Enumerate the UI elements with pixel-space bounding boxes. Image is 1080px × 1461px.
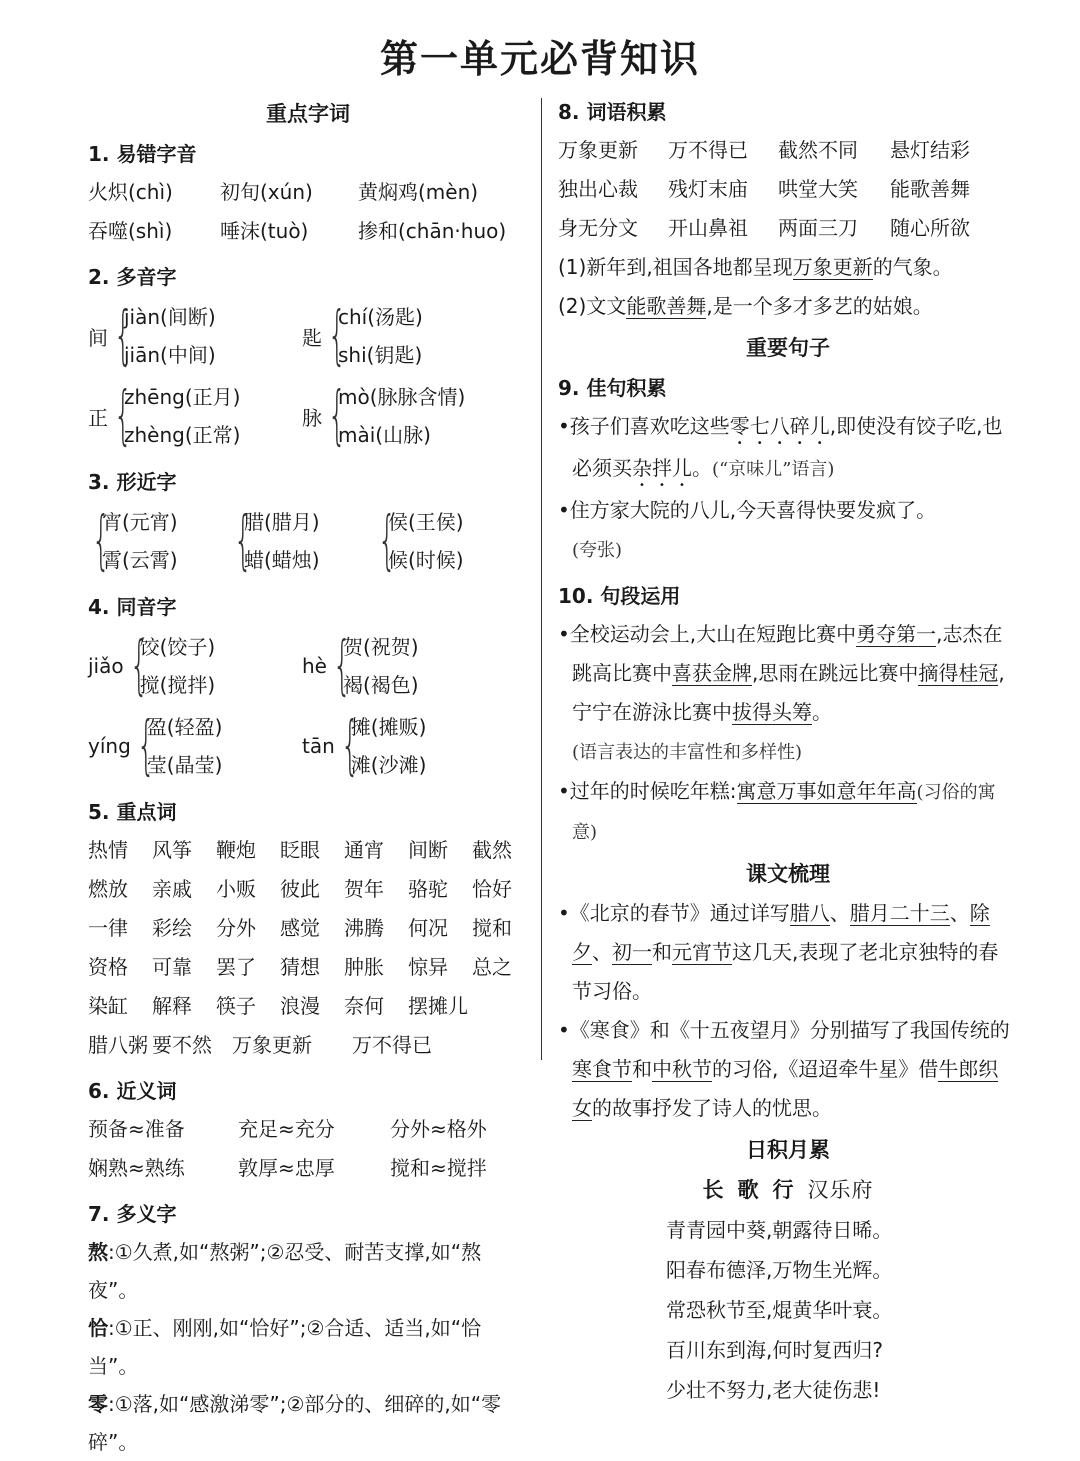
group-item: shi(钥匙) bbox=[338, 343, 423, 367]
key-word: 小贩 bbox=[216, 877, 256, 901]
key-words-row bbox=[88, 1026, 528, 1065]
key-word: 总之 bbox=[472, 955, 512, 979]
entry-text: :①落,如“感激涕零”;②部分的、细碎的,如“零碎”。 bbox=[88, 1392, 502, 1454]
key-word: 分外 bbox=[216, 916, 256, 940]
text: 的习俗,《迢迢牵牛星》借 bbox=[712, 1057, 939, 1081]
key-word: 通宵 bbox=[344, 838, 384, 862]
key-word: 猜想 bbox=[280, 955, 320, 979]
key-word: 万不得已 bbox=[352, 1033, 432, 1057]
key-word: 可靠 bbox=[152, 955, 192, 979]
group-item: mò(脉脉含情) bbox=[338, 385, 466, 409]
group-char: 脉 bbox=[302, 405, 322, 430]
group-item: 贺(祝贺) bbox=[342, 635, 419, 659]
key-word: 贺年 bbox=[344, 877, 384, 901]
text: 和 bbox=[652, 940, 672, 964]
sentence-item bbox=[558, 407, 1018, 491]
dotted-word: 杂拌儿 bbox=[632, 456, 692, 480]
group-char: 间 bbox=[88, 325, 108, 350]
underlined-phrase: 寒食节 bbox=[572, 1057, 632, 1081]
section-title-text-summary: 课文梳理 bbox=[746, 862, 830, 886]
brace-icon: { bbox=[129, 629, 148, 703]
text: ,是一个多才多艺的姑娘。 bbox=[706, 294, 933, 318]
summary-item bbox=[558, 894, 1018, 1011]
word-cell: 火炽(chì) bbox=[88, 180, 173, 204]
entry-text: :①久煮,如“熬粥”;②忍受、耐苦支撑,如“熬夜”。 bbox=[88, 1240, 482, 1302]
group-item: 霄(云霄) bbox=[102, 548, 178, 572]
homophone-group bbox=[302, 706, 426, 786]
s2-row bbox=[88, 296, 528, 376]
s8-title: 8. 词语积累 bbox=[558, 100, 667, 124]
brace-icon: { bbox=[377, 504, 397, 578]
key-word: 亲戚 bbox=[152, 877, 192, 901]
similar-char-group bbox=[230, 501, 374, 581]
group-item: 饺(饺子) bbox=[139, 635, 216, 659]
key-word: 要不然 bbox=[152, 1033, 212, 1057]
s6-row bbox=[88, 1110, 528, 1149]
idiom: 悬灯结彩 bbox=[890, 138, 970, 162]
underlined-phrase: 除夕 bbox=[572, 901, 990, 964]
group-pinyin: tān bbox=[302, 734, 335, 758]
idiom: 独出心裁 bbox=[558, 177, 638, 201]
key-word: 腊八粥 bbox=[88, 1033, 148, 1057]
idiom: 能歌善舞 bbox=[890, 177, 970, 201]
idiom: 残灯末庙 bbox=[668, 177, 748, 201]
underlined-idiom: 万象更新 bbox=[792, 255, 873, 279]
word-cell: 唾沫(tuò) bbox=[220, 219, 309, 243]
group-item: 腊(腊月) bbox=[244, 510, 320, 534]
usage-item bbox=[558, 772, 1018, 852]
text: ,思雨在跳远比赛中 bbox=[752, 661, 919, 685]
group-pinyin: yíng bbox=[88, 734, 131, 758]
poem-line: 百川东到海,何时复西归? bbox=[666, 1338, 883, 1362]
brace-icon: { bbox=[91, 504, 111, 578]
s5-title: 5. 重点词 bbox=[88, 800, 177, 824]
idiom: 身无分文 bbox=[558, 216, 638, 240]
key-word: 彩绘 bbox=[152, 916, 192, 940]
entry-text: :①正、刚刚,如“恰好”;②合适、适当,如“恰当”。 bbox=[88, 1316, 482, 1378]
s2-row bbox=[88, 376, 528, 456]
group-item: 候(时候) bbox=[388, 548, 464, 572]
underlined-phrase: 牛郎织女 bbox=[572, 1057, 999, 1120]
key-word: 热情 bbox=[88, 838, 128, 862]
key-word: 搅和 bbox=[472, 916, 512, 940]
synonym-pair: 娴熟≈熟练 bbox=[88, 1156, 185, 1180]
similar-char-group bbox=[88, 501, 230, 581]
idiom-row bbox=[558, 170, 1018, 209]
annotation: (习俗的寓意) bbox=[572, 782, 996, 843]
s7-title: 7. 多义字 bbox=[88, 1202, 177, 1226]
group-char: 匙 bbox=[302, 325, 322, 350]
group-item: 盈(轻盈) bbox=[146, 715, 223, 739]
key-word: 感觉 bbox=[280, 916, 320, 940]
group-item: jiān(中间) bbox=[124, 343, 216, 367]
summary-item bbox=[558, 1011, 1018, 1128]
poem-body bbox=[558, 1210, 1018, 1410]
poem-title bbox=[558, 1170, 1018, 1210]
example-sentence bbox=[558, 287, 1018, 326]
group-item: 宵(元宵) bbox=[102, 510, 178, 534]
section-title-key-words: 重点字词 bbox=[266, 102, 350, 126]
key-words-grid bbox=[88, 831, 528, 1065]
underlined-phrase: 喜获金牌 bbox=[672, 661, 752, 685]
word-cell: 黄焖鸡(mèn) bbox=[358, 180, 479, 204]
underlined-phrase: 腊月二十三 bbox=[849, 901, 950, 925]
s4-title: 4. 同音字 bbox=[88, 595, 177, 619]
key-word: 眨眼 bbox=[280, 838, 320, 862]
underlined-phrase: 勇夺第一 bbox=[856, 622, 937, 646]
brace-icon: { bbox=[340, 709, 359, 783]
entry-char: 零 bbox=[88, 1392, 108, 1416]
poem-line: 阳春布德泽,万物生光辉。 bbox=[666, 1258, 893, 1282]
s6-row bbox=[88, 1149, 528, 1188]
polysemy-entry bbox=[88, 1233, 528, 1309]
text: •住方家大院的八儿,今天喜得快要发疯了。 bbox=[558, 498, 937, 522]
text: •《寒食》和《十五夜望月》分别描写了我国传统的 bbox=[558, 1018, 1010, 1042]
idiom: 万象更新 bbox=[558, 138, 638, 162]
synonym-pair: 分外≈格外 bbox=[390, 1117, 487, 1141]
key-words-row bbox=[88, 831, 528, 870]
key-word: 间断 bbox=[408, 838, 448, 862]
brace-icon: { bbox=[233, 504, 253, 578]
key-word: 截然 bbox=[472, 838, 512, 862]
column-divider bbox=[541, 98, 542, 1060]
poem-line: 青青园中葵,朝露待日晞。 bbox=[666, 1218, 893, 1242]
text: 、 bbox=[829, 901, 850, 925]
key-word: 资格 bbox=[88, 955, 128, 979]
key-words-row bbox=[88, 948, 528, 987]
group-item: zhèng(正常) bbox=[124, 423, 241, 447]
s4-row bbox=[88, 626, 528, 706]
synonym-pair: 搅和≈搅拌 bbox=[390, 1156, 487, 1180]
entry-char: 熬 bbox=[88, 1240, 108, 1264]
underlined-phrase: 初一 bbox=[612, 940, 652, 964]
idiom: 哄堂大笑 bbox=[778, 177, 858, 201]
key-word: 鞭炮 bbox=[216, 838, 256, 862]
annotation: (夸张) bbox=[572, 540, 623, 561]
text: •《北京的春节》通过详写 bbox=[558, 901, 790, 925]
section-title-sentences: 重要句子 bbox=[746, 336, 830, 360]
word-cell: 吞噬(shì) bbox=[88, 219, 173, 243]
key-words-row bbox=[88, 909, 528, 948]
s10-title: 10. 句段运用 bbox=[558, 584, 681, 608]
text: •过年的时候吃年糕: bbox=[558, 779, 737, 803]
underlined-phrase: 中秋节 bbox=[652, 1057, 712, 1081]
brace-icon: { bbox=[113, 299, 133, 373]
text: ,宁宁在游泳比赛中 bbox=[572, 661, 1005, 724]
key-word: 浪漫 bbox=[280, 994, 320, 1018]
brace-icon: { bbox=[327, 379, 347, 453]
text: 的气象。 bbox=[872, 255, 953, 279]
s6-title: 6. 近义词 bbox=[88, 1079, 177, 1103]
poem-name: 长歌行 bbox=[702, 1178, 808, 1202]
text: 这几天,表现了老北京独特的春节习俗。 bbox=[572, 940, 999, 1003]
key-word: 彼此 bbox=[280, 877, 320, 901]
s4-row bbox=[88, 706, 528, 786]
text: ,即使没有饺子吃,也必须买 bbox=[572, 414, 1003, 480]
group-item: 滩(沙滩) bbox=[350, 753, 427, 777]
polyphone-group bbox=[302, 376, 465, 456]
underlined-phrase: 腊八 bbox=[789, 901, 830, 925]
key-word: 解释 bbox=[152, 994, 192, 1018]
key-word: 筷子 bbox=[216, 994, 256, 1018]
text: (2)文文 bbox=[558, 294, 627, 318]
poem-author: 汉乐府 bbox=[807, 1178, 874, 1202]
s2-title: 2. 多音字 bbox=[88, 265, 177, 289]
polysemy-entry bbox=[88, 1385, 528, 1461]
text: •孩子们喜欢吃这些 bbox=[558, 414, 730, 438]
key-word: 罢了 bbox=[216, 955, 256, 979]
poem-line: 常恐秋节至,焜黄华叶衰。 bbox=[666, 1298, 893, 1322]
key-word: 肿胀 bbox=[344, 955, 384, 979]
text: (1)新年到,祖国各地都呈现 bbox=[558, 255, 793, 279]
underlined-phrase: 寓意万事如意年年高 bbox=[736, 779, 917, 803]
s1-row bbox=[88, 173, 528, 212]
idiom: 开山鼻祖 bbox=[668, 216, 748, 240]
group-item: 莹(晶莹) bbox=[146, 753, 223, 777]
similar-char-group bbox=[374, 501, 464, 581]
underlined-idiom: 能歌善舞 bbox=[626, 294, 707, 318]
group-item: mài(山脉) bbox=[338, 423, 431, 447]
key-words-row bbox=[88, 987, 528, 1026]
text: •全校运动会上,大山在短跑比赛中 bbox=[558, 622, 857, 646]
group-item: 蜡(蜡烛) bbox=[244, 548, 320, 572]
usage-item bbox=[558, 615, 1018, 772]
synonym-pair: 充足≈充分 bbox=[238, 1117, 335, 1141]
key-word: 骆驼 bbox=[408, 877, 448, 901]
key-word: 沸腾 bbox=[344, 916, 384, 940]
group-item: 褐(褐色) bbox=[342, 673, 419, 697]
idiom-row bbox=[558, 209, 1018, 248]
key-word: 何况 bbox=[408, 916, 448, 940]
annotation: (“京味儿”语言) bbox=[712, 459, 835, 480]
s3-row bbox=[88, 501, 528, 581]
key-word: 万象更新 bbox=[232, 1033, 312, 1057]
poem-line: 少壮不努力,老大徒伤悲! bbox=[666, 1378, 881, 1402]
right-column bbox=[558, 92, 1018, 1410]
annotation: (语言表达的丰富性和多样性) bbox=[572, 742, 803, 763]
key-word: 摆摊儿 bbox=[408, 994, 468, 1018]
group-item: jiàn(间断) bbox=[124, 305, 216, 329]
page-title: 第一单元必背知识 bbox=[379, 37, 700, 81]
key-word: 染缸 bbox=[88, 994, 128, 1018]
text: 、 bbox=[592, 940, 612, 964]
text: 、 bbox=[949, 901, 970, 925]
idiom: 两面三刀 bbox=[778, 216, 858, 240]
s1-row bbox=[88, 212, 528, 251]
group-item: chí(汤匙) bbox=[338, 305, 423, 329]
idiom: 随心所欲 bbox=[890, 216, 970, 240]
entry-char: 恰 bbox=[88, 1316, 108, 1340]
key-word: 燃放 bbox=[88, 877, 128, 901]
group-item: zhēng(正月) bbox=[124, 385, 241, 409]
underlined-phrase: 拔得头筹 bbox=[732, 700, 812, 724]
text: 。 bbox=[812, 700, 832, 724]
group-pinyin: hè bbox=[302, 654, 327, 678]
group-char: 正 bbox=[88, 405, 108, 430]
group-item: 摊(摊贩) bbox=[350, 715, 427, 739]
key-word: 一律 bbox=[88, 916, 128, 940]
brace-icon: { bbox=[327, 299, 347, 373]
key-word: 惊异 bbox=[408, 955, 448, 979]
idiom: 万不得已 bbox=[668, 138, 748, 162]
s9-title: 9. 佳句积累 bbox=[558, 376, 667, 400]
polysemy-entry bbox=[88, 1309, 528, 1385]
synonym-pair: 敦厚≈忠厚 bbox=[238, 1156, 335, 1180]
left-column bbox=[88, 92, 528, 1461]
key-word: 奈何 bbox=[344, 994, 384, 1018]
text: 的故事抒发了诗人的忧思。 bbox=[592, 1096, 832, 1120]
key-words-row bbox=[88, 870, 528, 909]
group-pinyin: jiǎo bbox=[88, 654, 124, 678]
word-cell: 初旬(xún) bbox=[220, 180, 313, 204]
group-item: 搅(搅拌) bbox=[139, 673, 216, 697]
homophone-group bbox=[88, 626, 302, 706]
word-cell: 掺和(chān·huo) bbox=[358, 219, 507, 243]
example-sentence bbox=[558, 248, 1018, 287]
polyphone-group bbox=[88, 376, 302, 456]
s3-title: 3. 形近字 bbox=[88, 470, 177, 494]
homophone-group bbox=[302, 626, 419, 706]
underlined-phrase: 元宵节 bbox=[672, 940, 732, 964]
group-item: 侯(王侯) bbox=[388, 510, 464, 534]
text: ,志杰在跳高比赛中 bbox=[572, 622, 1003, 685]
section-title-daily-accumulation: 日积月累 bbox=[746, 1138, 830, 1162]
idiom: 截然不同 bbox=[778, 138, 858, 162]
text: 。 bbox=[692, 456, 712, 480]
key-word: 恰好 bbox=[472, 877, 512, 901]
text: 和 bbox=[632, 1057, 652, 1081]
key-word: 风筝 bbox=[152, 838, 192, 862]
polyphone-group bbox=[302, 296, 423, 376]
brace-icon: { bbox=[113, 379, 133, 453]
brace-icon: { bbox=[332, 629, 352, 703]
sentence-item bbox=[558, 491, 1018, 570]
s1-title: 1. 易错字音 bbox=[88, 142, 197, 166]
dotted-word: 零七八碎儿 bbox=[729, 414, 830, 438]
underlined-phrase: 摘得桂冠 bbox=[918, 661, 999, 685]
idiom-row bbox=[558, 131, 1018, 170]
brace-icon: { bbox=[136, 709, 155, 783]
synonym-pair: 预备≈准备 bbox=[88, 1117, 185, 1141]
polyphone-group bbox=[88, 296, 302, 376]
homophone-group bbox=[88, 706, 302, 786]
